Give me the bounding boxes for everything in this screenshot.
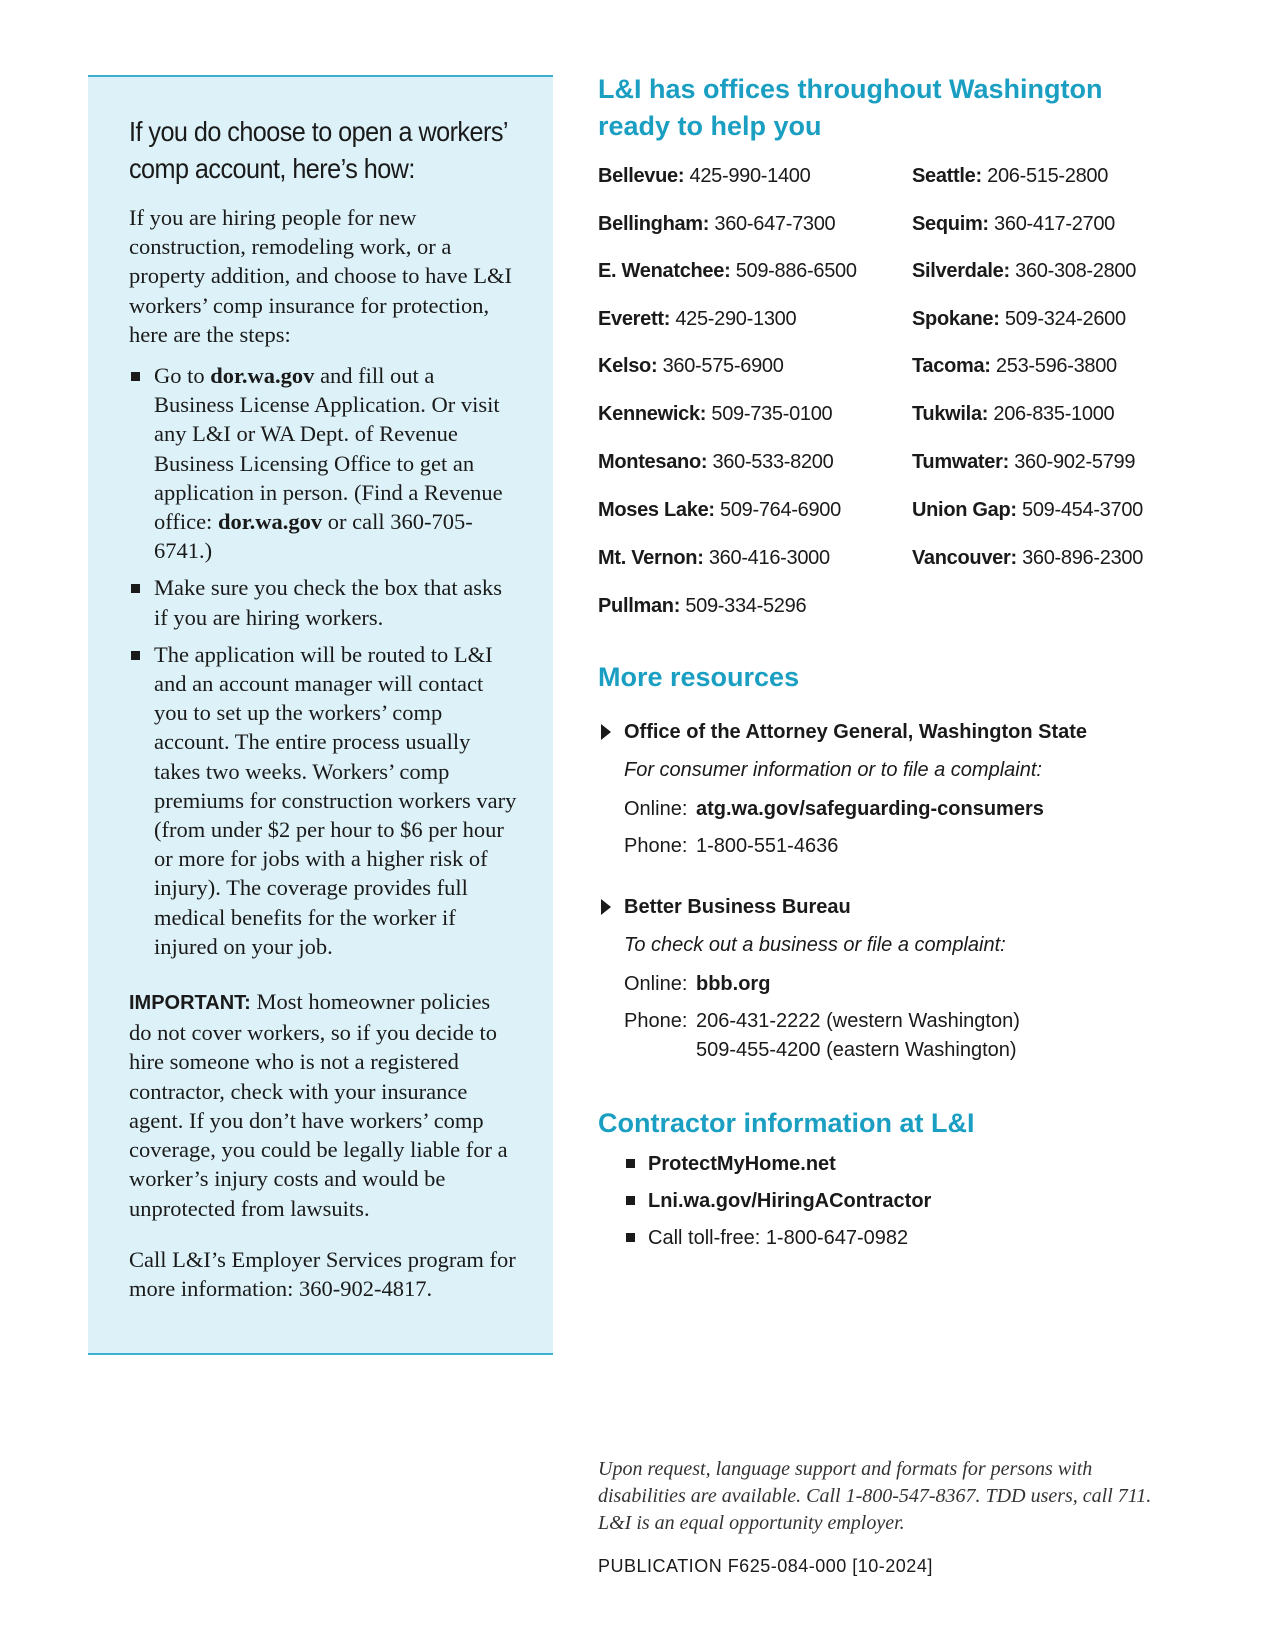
ag-resource — [598, 719, 1218, 861]
bbb-online-row: Online: bbb.org — [624, 973, 771, 995]
contractor-heading: Contractor information at L&I — [598, 1108, 975, 1138]
bbb-online-link[interactable]: bbb.org — [696, 973, 771, 995]
office-entry: Silverdale: 360-308-2800 — [912, 260, 1137, 282]
publication-number: PUBLICATION F625-084-000 [10-2024] — [598, 1556, 933, 1576]
office-entry: Seattle: 206-515-2800 — [912, 165, 1109, 187]
ag-subtitle: For consumer information or to file a complaint: — [624, 759, 1042, 781]
step-item: The application will be routed to L&I and an account manager will contact you to set up the workers’ comp account. The entire process usually takes two weeks. Workers’ comp premiums for construction workers vary (from under $2 per hour to $6 per hour or more for jobs with a higher risk of injury). The coverage provides full medical benefits for the worker if injured on your job. — [129, 640, 517, 961]
bullet-square-icon — [131, 584, 140, 593]
office-entry: Bellingham: 360-647-7300 — [598, 213, 836, 235]
triangle-right-icon — [601, 899, 611, 915]
bbb-phone-row: Phone: 206-431-2222 (western Washington) 509-455-4200 (eastern Washington) — [624, 1010, 1020, 1061]
contractor-item — [598, 1151, 931, 1177]
office-entry: Vancouver: 360-896-2300 — [912, 547, 1144, 569]
office-entry: Mt. Vernon: 360-416-3000 — [598, 547, 830, 569]
contractor-item — [598, 1188, 931, 1214]
ag-online-link[interactable]: atg.wa.gov/safeguarding-consumers — [696, 798, 1044, 820]
office-entry: Everett: 425-290-1300 — [598, 308, 797, 330]
hiring-contractor-link[interactable]: Lni.wa.gov/HiringAContractor — [648, 1190, 932, 1212]
accessibility-note: Upon request, language support and formats for persons with disabilities are available. Call 1-800-547-8367. TDD users, call 711. L&I is an equal opportunity employer. — [598, 1458, 1152, 1534]
panel-closing: Call L&I’s Employer Services program for more information: 360-902-4817. — [129, 1246, 516, 1301]
ag-online-row: Online: atg.wa.gov/safeguarding-consumers — [624, 798, 1044, 820]
bullet-square-icon — [626, 1159, 635, 1168]
protectmyhome-link[interactable]: ProtectMyHome.net — [648, 1153, 836, 1175]
office-entry: Montesano: 360-533-8200 — [598, 451, 834, 473]
workers-comp-panel — [88, 75, 553, 1355]
bullet-square-icon — [131, 372, 140, 381]
contractor-item: Call toll-free: 1-800-647-0982 — [598, 1225, 931, 1251]
panel-intro: If you are hiring people for new construction, remodeling work, or a property addition, and choose to have L&I workers’ comp insurance for protection, here are the steps: — [129, 205, 513, 347]
office-entry: Tukwila: 206-835-1000 — [912, 403, 1115, 425]
office-entry: Sequim: 360-417-2700 — [912, 213, 1116, 235]
office-entry: Spokane: 509-324-2600 — [912, 308, 1126, 330]
contractor-list — [598, 1151, 931, 1262]
triangle-right-icon — [601, 724, 611, 740]
important-label: IMPORTANT: — [129, 992, 251, 1015]
office-entry: Tumwater: 360-902-5799 — [912, 451, 1136, 473]
office-entry: Pullman: 509-334-5296 — [598, 595, 807, 617]
office-entry: Kelso: 360-575-6900 — [598, 355, 784, 377]
office-entry: E. Wenatchee: 509-886-6500 — [598, 260, 857, 282]
office-entry: Moses Lake: 509-764-6900 — [598, 499, 841, 521]
steps-list — [129, 361, 517, 961]
ag-title: Office of the Attorney General, Washington State — [598, 719, 1218, 745]
dor-link[interactable]: dor.wa.gov — [217, 509, 323, 535]
offices-heading: L&I has offices throughout Washington ready to help you — [598, 74, 1103, 141]
bullet-square-icon — [131, 651, 140, 660]
bullet-square-icon — [626, 1233, 635, 1242]
bbb-subtitle: To check out a business or file a complaint: — [624, 934, 1006, 956]
step-item: Make sure you check the box that asks if you are hiring workers. — [129, 573, 517, 631]
office-entry: Kennewick: 509-735-0100 — [598, 403, 833, 425]
resources-heading: More resources — [598, 662, 800, 692]
office-entry: Union Gap: 509-454-3700 — [912, 499, 1143, 521]
office-entry: Bellevue: 425-990-1400 — [598, 165, 811, 187]
office-entry: Tacoma: 253-596-3800 — [912, 355, 1117, 377]
bbb-resource — [598, 894, 1218, 1065]
panel-heading: If you do choose to open a workers’ comp account, here’s how: — [129, 116, 508, 184]
bullet-square-icon — [626, 1196, 635, 1205]
step-item: Go to dor.wa.gov and fill out a Business License Application. Or visit any L&I or WA Dept. of Revenue Business Licensing Office to get an application in person. (Find a Revenue office: dor.wa.gov or call 360-705-6741.) — [129, 361, 517, 565]
ag-phone-row: Phone: 1-800-551-4636 — [624, 835, 839, 857]
important-note: IMPORTANT: Most homeowner policies do not cover workers, so if you decide to hire someone who is not a registered contractor, check with your insurance agent. If you don’t have workers’ comp coverage, you could be legally liable for a worker’s injury costs and would be unprotected from lawsuits. — [129, 989, 508, 1221]
bbb-title: Better Business Bureau — [598, 894, 1218, 920]
dor-link[interactable]: dor.wa.gov — [210, 363, 315, 389]
